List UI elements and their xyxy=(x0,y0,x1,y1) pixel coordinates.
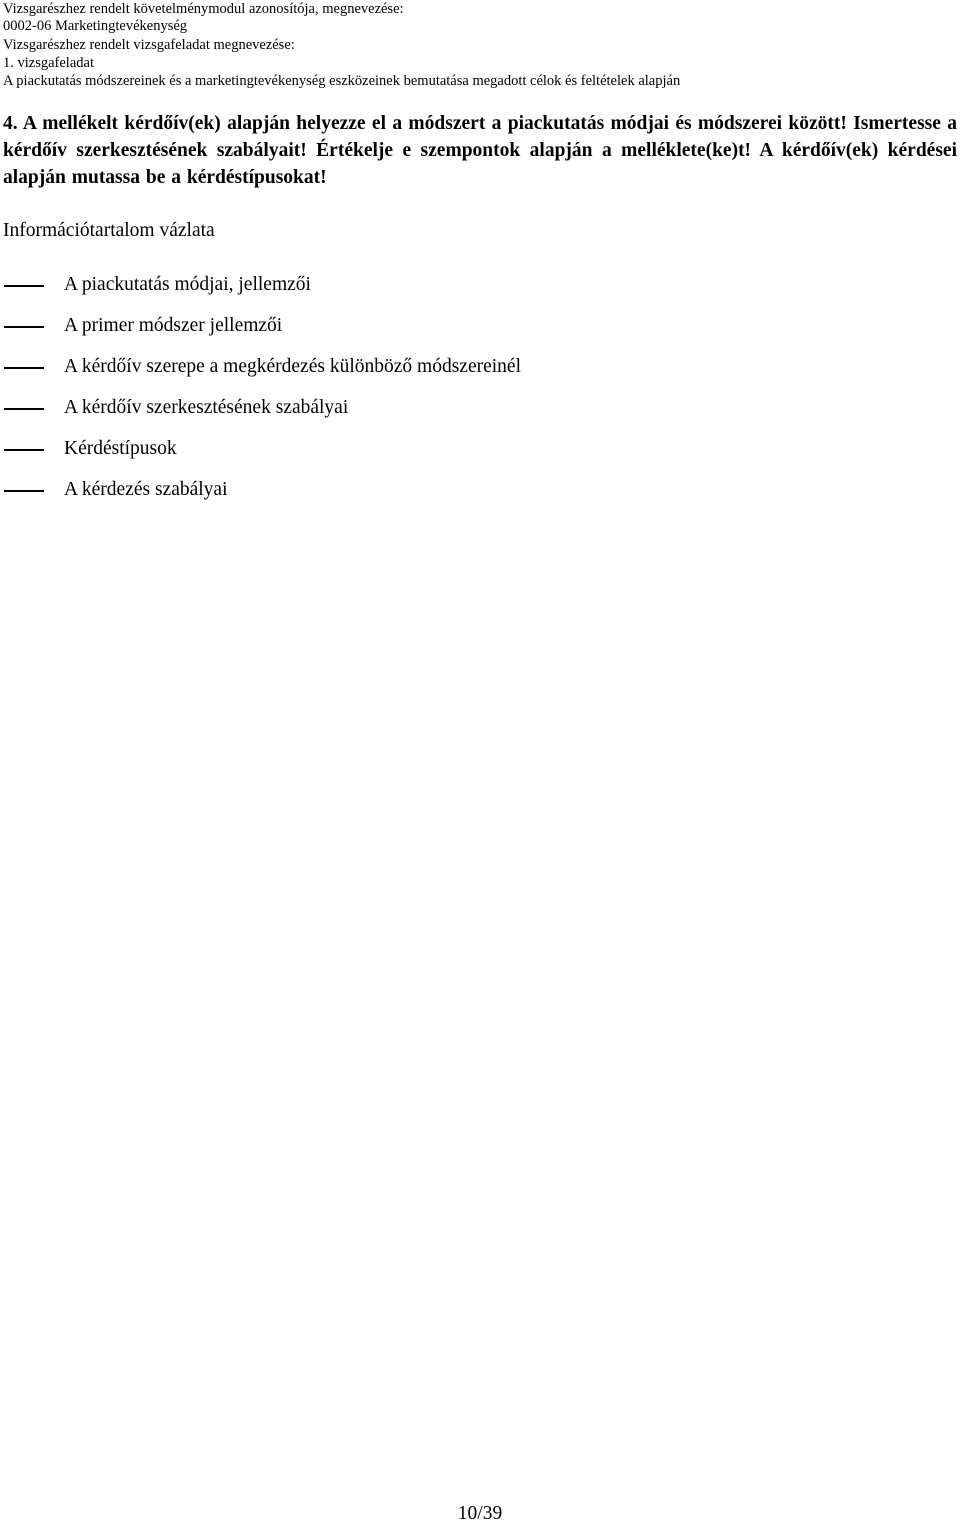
dash-bullet-icon xyxy=(4,285,44,287)
header-task-description: A piackutatás módszereinek és a marketingtevékenység eszközeinek bemutatása megadott célok és feltételek alapján xyxy=(3,73,681,89)
header-task-number: 1. vizsgafeladat xyxy=(3,55,94,71)
outline-title: Információtartalom vázlata xyxy=(3,220,215,241)
dash-bullet-icon xyxy=(4,326,44,328)
dash-bullet-icon xyxy=(4,449,44,451)
dash-bullet-icon xyxy=(4,367,44,369)
list-item-text: A kérdőív szerkesztésének szabályai xyxy=(64,397,349,418)
header-task-label: Vizsgarészhez rendelt vizsgafeladat megnevezése: xyxy=(3,37,295,53)
dash-bullet-icon xyxy=(4,490,44,492)
header-module-label: Vizsgarészhez rendelt követelménymodul azonosítója, megnevezése: xyxy=(3,1,404,17)
task-statement: 4. A mellékelt kérdőív(ek) alapján helyezze el a módszert a piackutatás módjai és módszerei között! Ismertesse a kérdőív szerkesztésének szabályait! Értékelje e szempontok alapján a melléklete(ke)t! A kérdőív(ek) kérdései alapján mutassa be a kérdéstípusokat! xyxy=(3,113,957,188)
list-item-text: A kérdezés szabályai xyxy=(64,479,228,500)
dash-bullet-icon xyxy=(4,408,44,410)
list-item-text: A primer módszer jellemzői xyxy=(64,315,283,336)
list-item-text: A kérdőív szerepe a megkérdezés különböző módszereinél xyxy=(64,356,521,377)
page-number: 10/39 xyxy=(457,1503,503,1524)
list-item-text: A piackutatás módjai, jellemzői xyxy=(64,274,311,295)
header-module-name: 0002-06 Marketingtevékenység xyxy=(3,18,188,34)
list-item-text: Kérdéstípusok xyxy=(64,438,177,459)
